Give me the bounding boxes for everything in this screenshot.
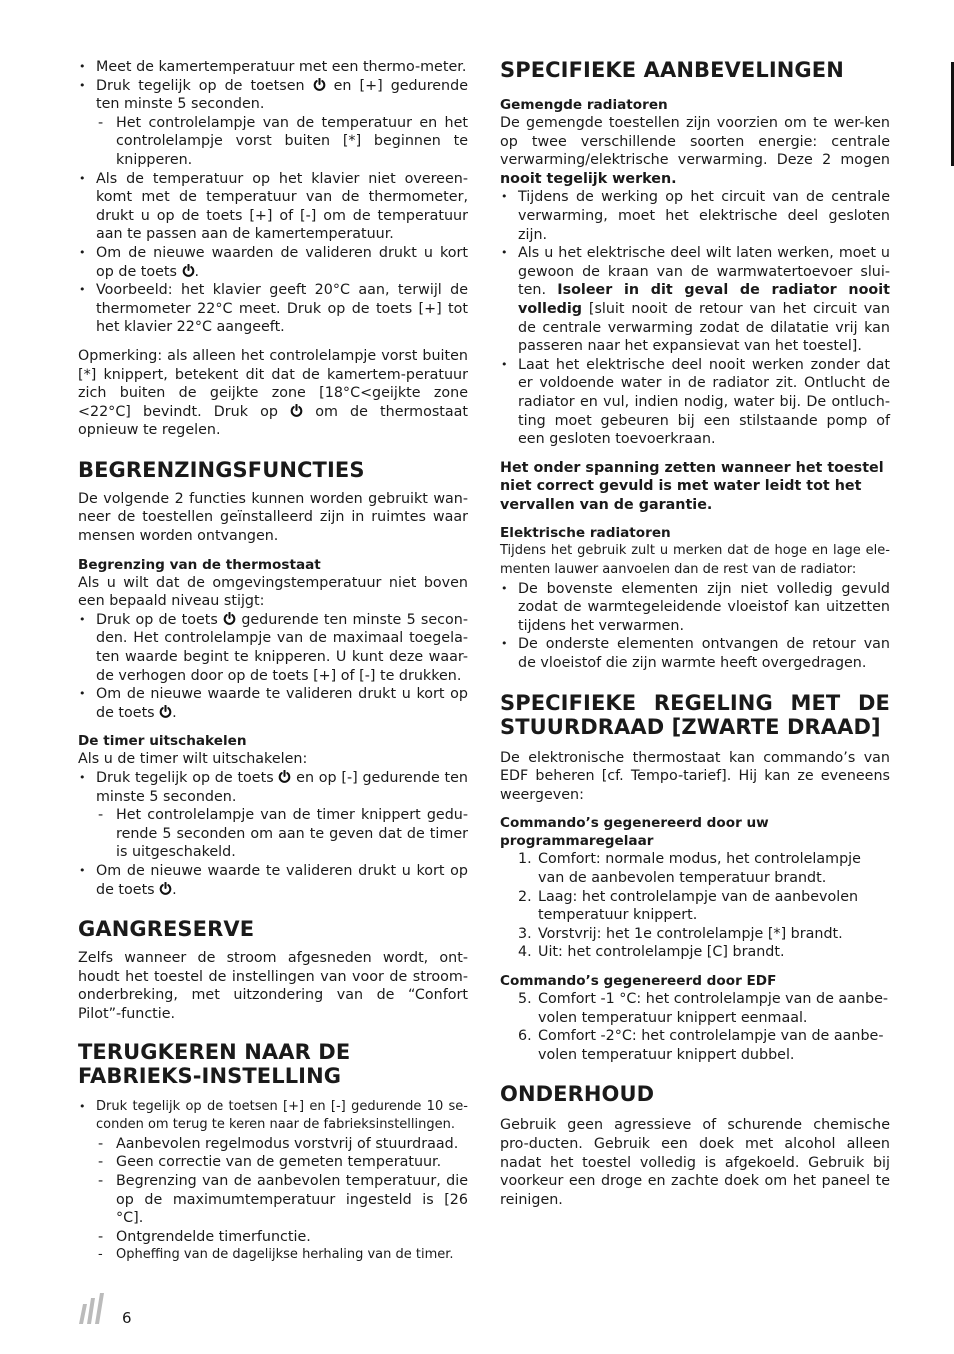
warning-text: Het onder spanning zetten wanneer het toestel niet correct gevuld is met water leidt tot het vervallen van de garantie. — [500, 459, 884, 513]
subsection-title: De timer uitschakelen — [78, 733, 247, 750]
paragraph: De elektronische thermostaat kan commando’s van EDF beheren [cf. Tempo-tarief]. Hij kan ze eveneens weergeven: — [500, 749, 890, 803]
subsection-title: Commando’s gegenereerd door uw programmaregelaar — [500, 815, 769, 850]
list-item: - Ontgrendelde timerfunctie. — [78, 1228, 468, 1247]
power-icon — [159, 705, 172, 718]
paragraph: Als u wilt dat de omgevingstemperatuur niet boven een bepaald niveau stijgt: — [78, 574, 468, 610]
section-title: BEGRENZINGSFUNCTIES — [78, 457, 365, 482]
list-item: 4. Uit: het controlelampje [C] brandt. — [518, 944, 785, 961]
section-title: SPECIFIEKE REGELING MET DE STUURDRAAD [ZWARTE DRAAD] — [500, 690, 890, 739]
list-item: 3. Vorstvrij: het 1e controlelampje [*] brandt. — [518, 925, 843, 942]
list-item: • Druk tegelijk op de toets en op [-] gedurende ten minste 5 seconden. - Het controlelampje van de timer knippert gedu-rende 5 seconden om aan te geven dat de timer is uitgeschakeld. — [78, 769, 468, 862]
brand-logo-icon — [76, 1290, 110, 1328]
list-item: 5. Comfort -1 °C: het controlelampje van de aanbe-volen temperatuur knippert eenmaal. — [518, 990, 889, 1026]
list-item: - Opheffing van de dagelijkse herhaling van de timer. — [78, 1246, 468, 1265]
subsection-title: Gemengde radiatoren — [500, 97, 668, 113]
section-title: ONDERHOUD — [500, 1082, 655, 1107]
list-item: • Om de nieuwe waarden de valideren drukt u kort op de toets . — [78, 244, 468, 281]
paragraph: Gebruik geen agressieve of schurende chemische pro-ducten. Gebruik een doek met alcohol alleen nadat het toestel volledig is afgekoeld. Gebruik bij voorkeur een droge en zachte doek om het paneel te reinigen. — [500, 1117, 890, 1208]
paragraph: De volgende 2 functies kunnen worden gebruikt wan-neer de toestellen geïnstalleerd zijn in ruimtes waar mensen worden ontvangen. — [78, 490, 468, 545]
list-item: - Het controlelampje van de temperatuur en het controlelampje vorst buiten [*] beginnen te knipperen. — [78, 114, 468, 170]
list-item: • Druk op de toets gedurende ten minste 5 secon-den. Het controlelampje van de maximaal toegela-ten waarde begint te knipperen. U kunt deze waar-de verhogen door op de toets [+] of [-] te drukken. — [78, 611, 468, 685]
list-item: • De bovenste elementen zijn niet volledig gevuld zodat de warmtegeleidende vloeistof kan uitzetten tijdens het verwarmen. — [500, 580, 890, 636]
opmerking-paragraph: Opmerking: als alleen het controlelampje vorst buiten [*] knippert, betekent dit dat de kamertem-peratuur zich buiten de geijkte zone [18°C<geijkte zone <22°C] bevindt. Druk op om de thermostaat opnieuw te regelen. — [78, 347, 469, 439]
list-item: • Tijdens de werking op het circuit van de centrale verwarming, moet het elektrische deel gesloten zijn. — [500, 188, 890, 244]
list-item: • Om de nieuwe waarde te valideren drukt u kort op de toets . — [78, 862, 468, 899]
power-icon — [223, 612, 236, 625]
power-icon — [313, 78, 326, 91]
power-icon — [278, 770, 291, 783]
subsection-title: Commando’s gegenereerd door EDF — [500, 972, 777, 989]
intro-list — [78, 58, 468, 337]
paragraph: De gemengde toestellen zijn voorzien om te wer-ken op twee verschillende soorten energie: centrale verwarming/elektrische verwarming. Deze 2 mogen nooit tegelijk werken. — [500, 115, 890, 187]
paragraph: Als u de timer wilt uitschakelen: — [78, 751, 308, 768]
list-item: - Aanbevolen regelmodus vorstvrij of stuurdraad. — [78, 1135, 468, 1154]
list-item: • Druk tegelijk op de toetsen [+] en [-] gedurende 10 se-conden om terug te keren naar de fabrieksinstellingen. - Aanbevolen regelmodus vorstvrij of stuurdraad. - Geen correctie van de gemeten temperatuur. - Begrenzing van de aanbevolen temperatuur, die op de maximumtemperatuur ingesteld is [26 °C]. - Ontgrendelde timerfunctie. - Opheffing van de dagelijkse herhaling van de timer. — [78, 1098, 468, 1265]
power-icon — [182, 264, 195, 277]
paragraph: Zelfs wanneer de stroom afgesneden wordt, ont-houdt het toestel de instellingen van voor de stroom-onderbreking, met uitzondering van de “Confort Pilot”-functie. — [78, 950, 468, 1022]
left-column — [78, 58, 468, 1265]
list-item: - Begrenzing van de aanbevolen temperatuur, die op de maximumtemperatuur ingesteld is [26 °C]. — [78, 1172, 468, 1228]
paragraph: Tijdens het gebruik zult u merken dat de hoge en lage ele-menten lauwer aanvoelen dan de rest van de radiator: — [500, 543, 890, 578]
list-item: 2. Laag: het controlelampje van de aanbevolen temperatuur knippert. — [518, 888, 859, 924]
power-icon — [290, 404, 303, 417]
list-item: 1. Comfort: normale modus, het controlelampje van de aanbevolen temperatuur brandt. — [518, 851, 861, 886]
subsection-title: Begrenzing van de thermostaat — [78, 556, 321, 573]
list-item: • Om de nieuwe waarde te valideren drukt u kort op de toets . — [78, 685, 468, 722]
list-item: • De onderste elementen ontvangen de retour van de vloeistof die zijn warmte heeft overgedragen. — [500, 635, 890, 672]
section-title: TERUGKEREN NAAR DE FABRIEKS-INSTELLING — [78, 1039, 351, 1088]
list-item: - Het controlelampje van de timer knippert gedu-rende 5 seconden om aan te geven dat de timer is uitgeschakeld. — [78, 806, 468, 862]
list-item: - Geen correctie van de gemeten temperatuur. — [78, 1153, 468, 1172]
list-item: • Druk tegelijk op de toetsen en [+] gedurende ten minste 5 seconden. - Het controlelampje van de temperatuur en het controlelampje vorst buiten [*] beginnen te knipperen. — [78, 77, 468, 170]
list-item: • Als de temperatuur op het klavier niet overeen-komt met de temperatuur van de thermometer, drukt u op de toets [+] of [-] om de temperatuur aan te passen aan de kamertemperatuur. — [78, 170, 468, 244]
right-column — [500, 58, 890, 1209]
power-icon — [159, 882, 172, 895]
list-item: 6. Comfort -2°C: het controlelampje van de aanbe-volen temperatuur knippert dubbel. — [518, 1028, 884, 1063]
section-title: SPECIFIEKE AANBEVELINGEN — [500, 58, 844, 82]
command-list — [500, 850, 890, 962]
list-item: • Voorbeeld: het klavier geeft 20°C aan, terwijl de thermometer 22°C meet. Druk op de toets [+] tot het klavier 22°C aangeeft. — [78, 281, 468, 337]
command-list — [500, 990, 890, 1064]
list-item: • Als u het elektrische deel wilt laten werken, moet u gewoon de kraan van de warmwatertoevoer slui-ten. Isoleer in dit geval de radiator nooit volledig [sluit nooit de retour van het circuit van de centrale verwarming zodat de dilatatie vrij kan passeren naar het expansievat van het toestel]. — [500, 244, 890, 356]
list-item: • Laat het elektrische deel nooit werken zonder dat er voldoende water in de radiator zit. Ontlucht de radiator en vul, indien nodig, water bij. De ontluch-ting moet gebeuren bij een stilstaande pomp of een gesloten toevoerkraan. — [500, 356, 890, 449]
section-title: GANGRESERVE — [78, 917, 255, 942]
subsection-title: Elektrische radiatoren — [500, 525, 671, 542]
list-item: • Meet de kamertemperatuur met een thermo-meter. — [78, 58, 468, 77]
page-number: 6 — [122, 1309, 132, 1327]
